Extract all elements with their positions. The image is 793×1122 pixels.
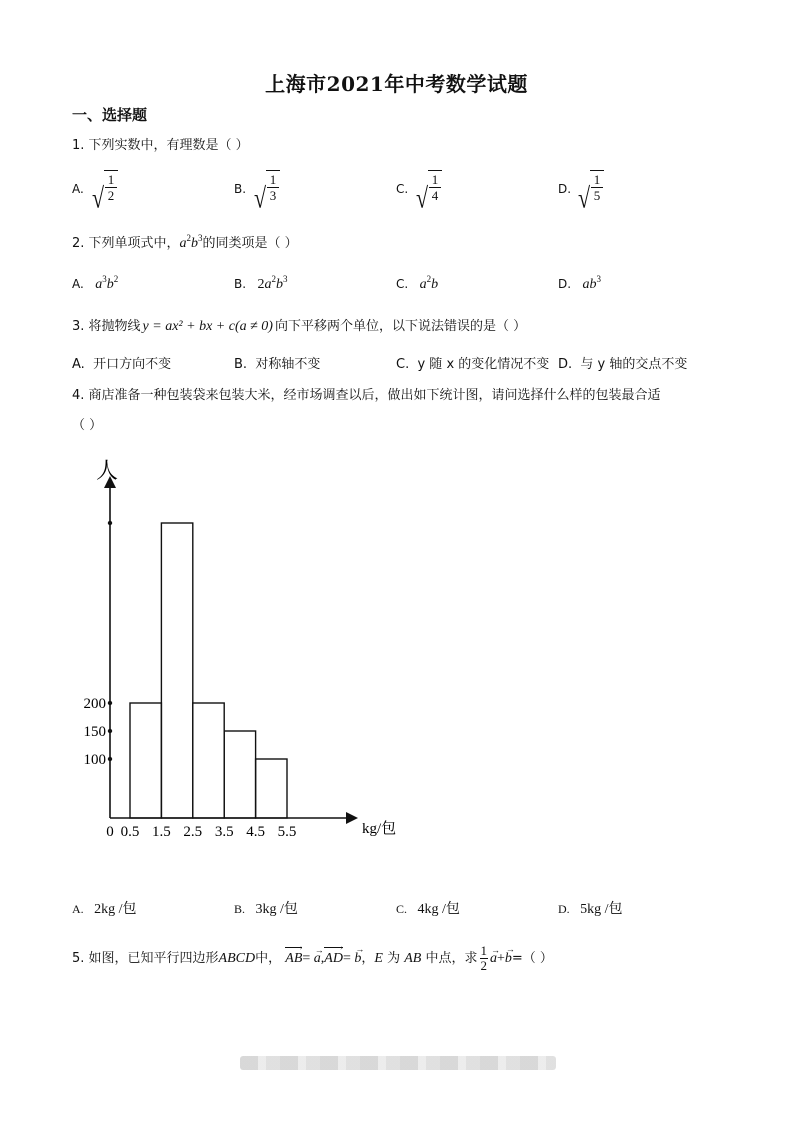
q5-vector-b: → b — [354, 944, 365, 966]
q5-expr-vector-b: → b — [504, 944, 515, 966]
question-4-stem-line2: （ ） — [72, 418, 103, 433]
x-tick-label: 0.5 — [120, 824, 140, 840]
y-tick-label: 100 — [83, 752, 106, 768]
y-tick-dot-max — [108, 521, 112, 525]
q5-segment-ab: AB — [404, 951, 422, 966]
y-axis-label: 人 — [96, 458, 119, 483]
histogram-bar-4 — [224, 731, 255, 818]
q3-option-c: C. y 随 x 的变化情况不变 — [396, 357, 550, 372]
x-tick-label: 5.5 — [277, 824, 297, 840]
q5-eq2: = — [342, 951, 355, 966]
q5-text-5: 中点，求 — [425, 951, 478, 966]
histogram-bar-5 — [256, 759, 287, 818]
y-tick-dot-100 — [108, 757, 112, 761]
blurred-footer-watermark — [240, 1056, 556, 1070]
x-tick-label: 4.5 — [246, 824, 265, 840]
question-4-stem-line1: 4. 商店准备一种包装袋来包装大米，经市场调查以后，做出如下统计图，请问选择什么样的包装最合适 — [72, 388, 661, 403]
histogram-bar-2 — [161, 523, 192, 818]
q3-option-a: A. 开口方向不变 — [72, 357, 172, 372]
q5-fraction: $\frac{1}{2}$ — [480, 943, 487, 973]
x-axis-label: kg/包 — [362, 821, 397, 837]
section-heading: 一、选择题 — [72, 106, 148, 124]
q5-vector-a: → a — [313, 945, 324, 966]
y-tick-dot-200 — [108, 701, 112, 705]
q5-abcd: ABCD — [218, 951, 256, 966]
x-tick-label: 1.5 — [152, 824, 171, 840]
q3-option-d: D. 与 y 轴的交点不变 — [558, 357, 688, 372]
q5-text-2: 中， — [255, 951, 282, 966]
y-tick-dot-150 — [108, 729, 112, 733]
question-3-math: y = ax² + bx + c(a ≠ 0) — [142, 319, 273, 334]
q5-vector-ad: › AD — [324, 943, 343, 966]
q5-tail: =（ ） — [511, 951, 553, 966]
q2-option-d: D. $ab^3$ — [558, 274, 602, 292]
q2-option-c: C. $a^2b$ — [396, 274, 439, 292]
question-2-stem — [72, 232, 298, 252]
histogram-chart — [60, 448, 420, 848]
q5-eq1: = — [302, 951, 314, 966]
q5-expr-vector-a: → a — [490, 945, 500, 966]
x-tick-label: 2.5 — [183, 824, 203, 840]
q5-plus: + — [497, 951, 505, 966]
x-tick-label: 3.5 — [214, 824, 234, 840]
q2-option-b: B. $2a^2b^3$ — [234, 274, 288, 292]
q4-option-b: B. 3kg /包 — [234, 902, 298, 917]
question-3-stem — [72, 315, 526, 335]
q4-option-d: D. 5kg /包 — [558, 902, 623, 917]
histogram-bar-3 — [193, 703, 224, 818]
q5-comma: , — [320, 951, 325, 966]
q4-option-c: C. 4kg /包 — [396, 902, 460, 917]
x-tick-label: 0 — [106, 824, 114, 840]
question-3-stem-tail: 向下平移两个单位，以下说法错误的是（ ） — [274, 319, 527, 334]
y-tick-label: 200 — [83, 696, 106, 712]
q5-text-4: 为 — [387, 951, 401, 966]
y-tick-label: 150 — [83, 724, 106, 740]
question-1-stem: 1. 下列实数中，有理数是（ ） — [72, 138, 249, 153]
x-axis-arrow — [346, 812, 358, 824]
question-2-stem-text: 2. 下列单项式中， — [72, 236, 180, 251]
q5-point-e: E — [374, 951, 383, 966]
q5-text-1: 5. 如图，已知平行四边形 — [72, 951, 219, 966]
q2-option-a: A. $a^3b^2$ — [72, 274, 119, 292]
question-2-math: $a^2b^3$ — [179, 233, 203, 251]
question-3-stem-text: 3. 将抛物线 — [72, 319, 141, 334]
question-2-stem-tail: 的同类项是（ ） — [202, 236, 298, 251]
histogram-bar-1 — [130, 703, 161, 818]
q4-option-a: A. 2kg /包 — [72, 902, 137, 917]
page-title: 上海市2021年中考数学试题 — [265, 72, 528, 96]
question-5-stem — [72, 944, 553, 984]
q5-vector-ab: › AB — [285, 943, 303, 966]
q3-option-b: B. 对称轴不变 — [234, 357, 321, 372]
q5-text-3: ， — [361, 951, 375, 966]
